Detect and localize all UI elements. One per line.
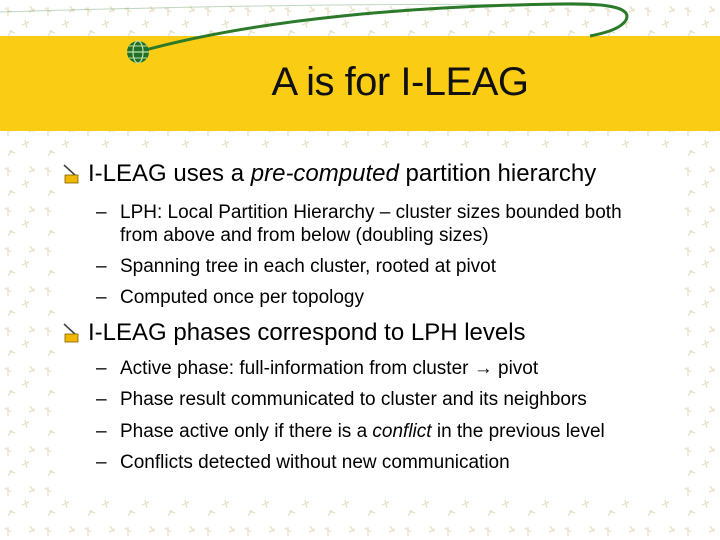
sub-item-text: Phase result communicated to cluster and its neighbors xyxy=(120,389,587,410)
sub-item-text: LPH: Local Partition Hierarchy – cluster sizes bounded both from above and from below (doubling sizes) xyxy=(120,202,622,246)
sub-item-1-3 xyxy=(96,286,660,309)
bullet-1-pre: I-LEAG uses a xyxy=(88,160,251,187)
dash: – xyxy=(96,421,107,442)
bullet-2-text: I-LEAG phases correspond to LPH levels xyxy=(88,319,526,346)
dash: – xyxy=(96,452,107,473)
bullet-2 xyxy=(60,319,526,347)
sub-item-2-2 xyxy=(96,388,660,411)
sub-item-1-1 xyxy=(96,201,660,247)
sub-item-emphasis: conflict xyxy=(372,421,432,442)
dash: – xyxy=(96,358,107,379)
sub-item-pre: Phase active only if there is a xyxy=(120,421,373,442)
bullet-1-post: partition hierarchy xyxy=(398,160,597,187)
dash: – xyxy=(96,202,107,223)
bullet-1-text xyxy=(88,160,596,188)
sub-item-text: Spanning tree in each cluster, rooted at pivot xyxy=(120,256,497,277)
sub-item-text xyxy=(120,420,660,443)
bullet-icon xyxy=(60,163,82,185)
dash: – xyxy=(96,256,107,277)
sub-item-1-2 xyxy=(96,255,660,278)
sub-item-text: Active phase: full-information from cluster → pivot xyxy=(120,358,539,379)
sub-item-text: Computed once per topology xyxy=(120,287,364,308)
bullet-1-emphasis: pre-computed xyxy=(250,160,399,187)
slide-title: A is for I-LEAG xyxy=(271,60,529,104)
sub-item-2-1 xyxy=(96,357,660,380)
dash: – xyxy=(96,287,107,308)
sub-item-2-4 xyxy=(96,451,660,474)
sub-item-2-3 xyxy=(96,420,660,443)
dash: – xyxy=(96,389,107,410)
bullet-1 xyxy=(60,160,596,188)
sub-item-post: in the previous level xyxy=(431,421,605,442)
bullet-icon xyxy=(60,322,82,344)
sub-item-text: Conflicts detected without new communication xyxy=(120,452,510,473)
